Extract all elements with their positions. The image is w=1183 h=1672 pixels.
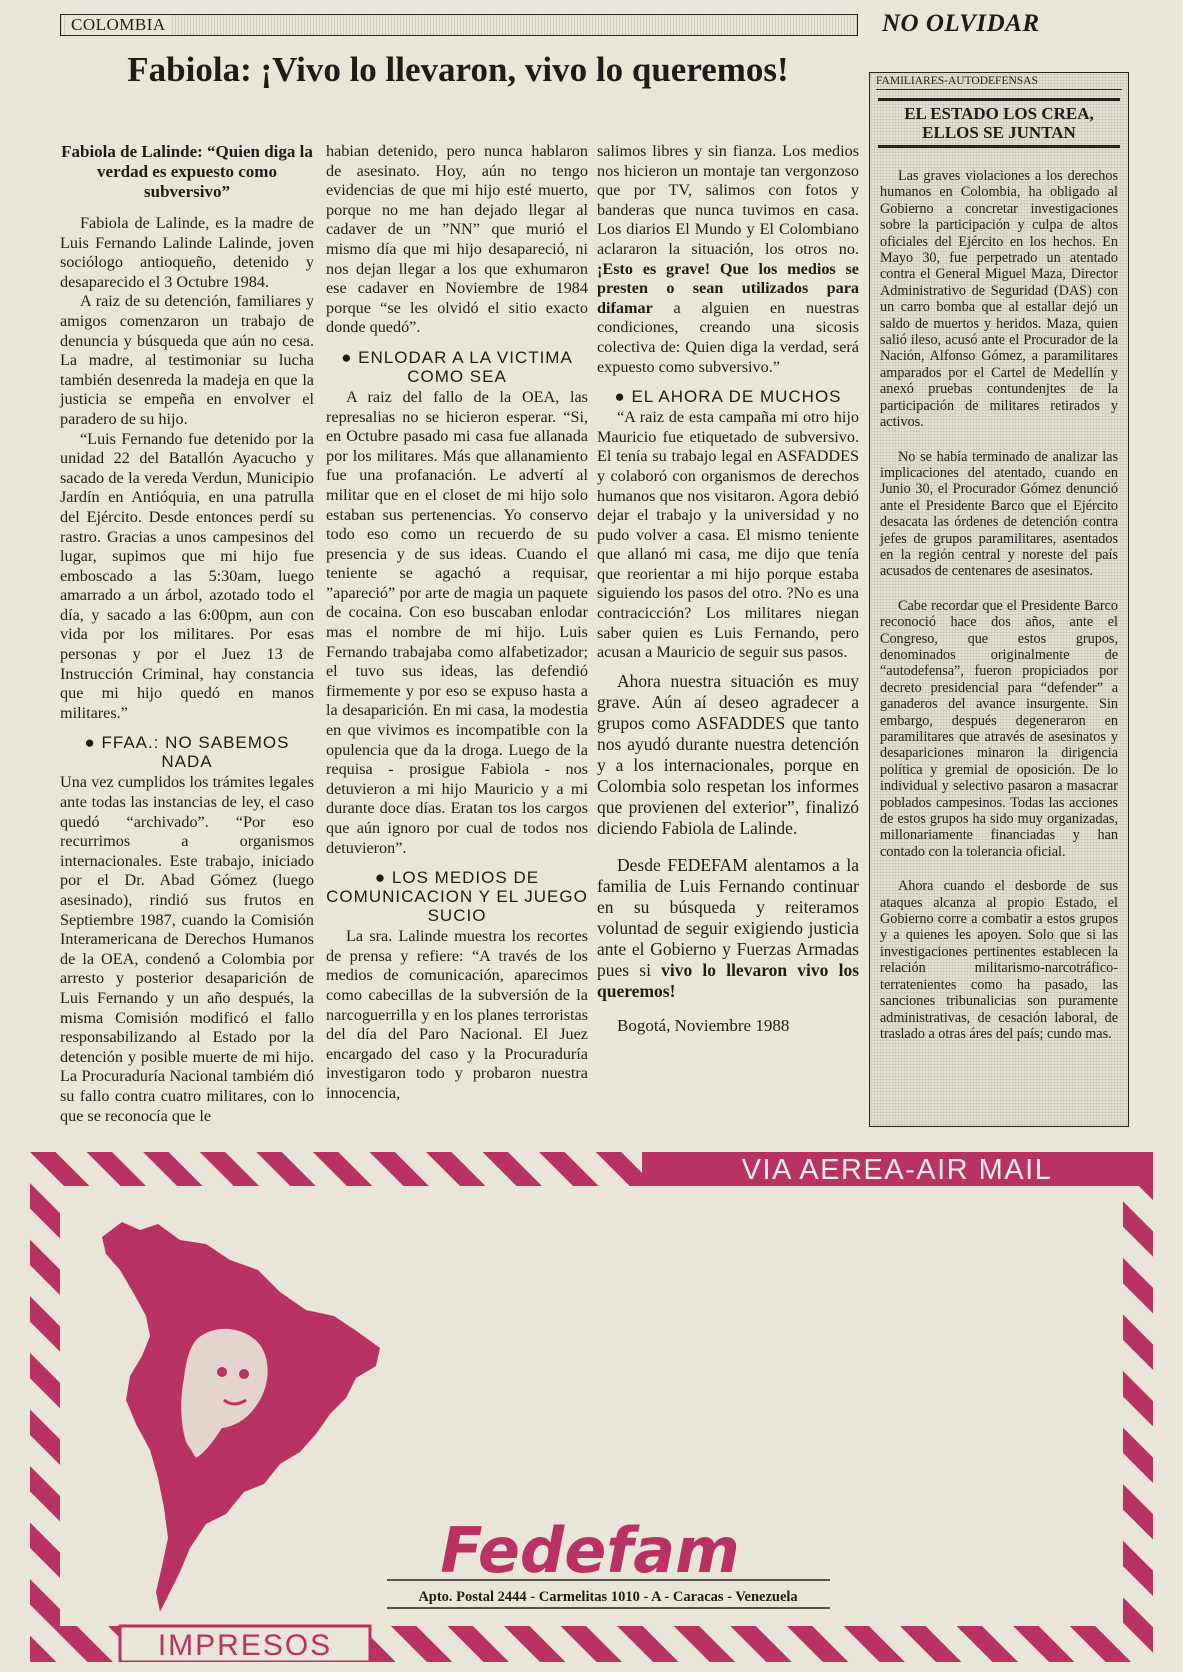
kicker-label: NO OLVIDAR bbox=[882, 10, 1040, 37]
emphasis-text: ¡Esto es grave! Que los medios se presten o sean utilizados para difamar bbox=[597, 259, 859, 317]
signoff: Bogotá, Noviembre 1988 bbox=[617, 1015, 790, 1035]
sidebar-tag: FAMILIARES-AUTODEFENSAS bbox=[876, 75, 1122, 90]
paragraph: La sra. Lalinde muestra los recortes de prensa y refiere: “A través de los medios de comunicación, aparecimos como cabecillas de la subversión de la narcoguerrilla y en los planes terroristas del día del Paro Nacional. El Juez encargado del caso y la Procuraduría investigaron todo y probaron nuestra innocencia, bbox=[326, 927, 588, 1102]
paragraph-text: salimos libres y sin fianza. Los medios nos hicieron un montaje tan vergonzoso que por TV, salimos con fotos y banderas que nunca tuvimos en casa. Los diarios El Mundo y El Colombiano aclararon la situación, los otros no. bbox=[597, 142, 859, 258]
section-heading: ● LOS MEDIOS DE COMUNICACION Y EL JUEGO SUCIO bbox=[326, 868, 588, 926]
paragraph-text: a alguien en nuestras condiciones, creando una sicosis colectiva de: Quien diga la verdad, será expuesto como subversivo.” bbox=[597, 298, 860, 376]
paragraph: “Luis Fernando fue detenido por la unidad 22 del Batallón Ayacucho y sacado de la vereda Verdun, Municipio Jardín en Antióquia, en una patrulla del Ejército. Desde entonces perdí su rastro. Gracias a unos campesinos del lugar, supimos que mi hijo fue emboscado a las 5:30am, luego amarrado a un árbol, azotado todo el día, y sacado a las 6:00pm, aun con vida por los militares. Por esas personas y por el Juez 13 de Instrucción Criminal, hay constancia que mi hijo quedó en manos militares.” bbox=[60, 429, 314, 722]
sidebar-box bbox=[869, 72, 1129, 1127]
paragraph: Ahora nuestra situación es muy grave. Aún aí deseo agradecer a grupos como ASFADDES que tanto nos ayudó durante nuestra detención y a los internacionales, porque en Colombia solo respetan los informes que provienen del exterior”, finalizó diciendo Fabiola de Lalinde. bbox=[597, 670, 859, 838]
section-bar bbox=[60, 14, 858, 36]
article-column-1 bbox=[60, 142, 314, 1126]
sidebar-body bbox=[880, 168, 1118, 1042]
fedefam-logo: Fedefam bbox=[440, 1514, 740, 1587]
mailer-envelope bbox=[30, 1152, 1153, 1662]
sidebar-paragraph: Las graves violaciones a los derechos humanos en Colombia, ha obligado al Gobierno a concretar investigaciones sobre la participación y culpa de altos oficiales del Ejército en los hechos. En Mayo 30, fue perpetrado un atentado contra el General Miguel Maza, Director Administrativo de Seguridad (DAS) con un carro bomba que al estallar dejó un saldo de muertos y heridos. Maza, quien salió ileso, acusó ante el Procurador de la Nación, Alfonso Gómez, a paramilitares amparados por el Cartel de Medellín y anexó pruebas contundenjtes de la participación de militares retirados y activos. bbox=[880, 168, 1118, 431]
paragraph: A raiz de su detención, familiares y amigos comenzaron un trabajo de denuncia y búsqueda que aún no cesa. La madre, al testimoniar su lucha también desenreda la madeja en que la justicia se empeña en envolver el paradero de su hijo. bbox=[60, 292, 314, 428]
sidebar-paragraph: Ahora cuando el desborde de sus ataques alcanza al propio Estado, el Gobierno corre a combatir a estos grupos y a quienes les apoyen. Solo que si las investigaciones pertinentes establecen la relación militarismo-narcotráfico-terratenientes como ha pasado, las sanciones tribunalicias son puramente administrativas, de cesación laboral, de traslado a otras áres del país; cundo mas. bbox=[880, 878, 1118, 1042]
section-heading: ● ENLODAR A LA VICTIMA COMO SEA bbox=[341, 347, 573, 386]
article-title: Fabiola: ¡Vivo lo llevaron, vivo lo queremos! bbox=[127, 50, 789, 89]
sidebar-paragraph: Cabe recordar que el Presidente Barco reconoció hace dos años, ante el Congreso, que estos grupos, denominados originalmente de “autodefensa”, fueron propiciados por decreto presidencial para “defender” a ganaderos del avance insurgente. Sin embargo, después degeneraron en paramilitares que através de asesinatos y desapariciones minaron la dirigencia política y gremial de oposición. De lo individual y selectivo pasaron a masacrar poblados campesinos. Todas las acciones de estos grupos ha sido muy organizadas, millonariamente financiadas y han contado con la tolerancia oficial. bbox=[880, 597, 1118, 860]
paragraph bbox=[597, 142, 859, 377]
paragraph: habian detenido, pero nunca hablaron de asesinato. Hoy, aún no tengo evidencias de que mi hijo esté muerto, porque no me han dejado llegar al cadaver de un ”NN” que murió el mismo día que mi hijo desapareció, ni nos dejan llegar a los que exhumaron ese cadaver en Noviembre de 1984 porque “se les olvidó el sitio exacto donde quedó”. bbox=[326, 142, 588, 337]
article-subheading: Fabiola de Lalinde: “Quien diga la verdad es expuesto como subversivo” bbox=[61, 142, 313, 201]
section-heading: ● EL AHORA DE MUCHOS bbox=[614, 387, 842, 407]
printed-matter-label: IMPRESOS bbox=[157, 1629, 333, 1662]
sidebar-paragraph: No se había terminado de analizar las implicaciones del atentado, cuando en Junio 30, el Procurador Gómez denunció ante el Presidente Barco que el Ejército desacata las órdenes de detención contra jefes de grupos paramilitares, asentados en la región central y noreste del país acusados de centenares de asesinatos. bbox=[880, 448, 1118, 580]
paragraph: Fabiola de Lalinde, es la madre de Luis Fernando Lalinde Lalinde, joven sociólogo antioqueño, detenido y desaparecido el 3 Octubre 1984. bbox=[60, 214, 314, 291]
emphasis-text: vivo lo llevaron vivo los queremos! bbox=[597, 959, 860, 1001]
paragraph: “A raiz de esta campaña mi otro hijo Mauricio fue etiquetado de subversivo. El tenía su trabajo legal en ASFADDES y colaboró con organismos de derechos humanos que nos visitaron. Agora debió dejar el trabajo y la universidad y no pudo volver a casa. El mismo teniente que allanó mi casa, me dijo que tenía que reorientar a mi hijo porque estaba siguiendo los pasos del otro. ?No es una contracicción? Los militares niegan saber quien es Luis Fernando, pero acusan a Mauricio de seguir sus pasos. bbox=[597, 408, 859, 662]
paragraph bbox=[597, 855, 859, 1002]
sidebar-title: EL ESTADO LOS CREA, ELLOS SE JUNTAN bbox=[878, 98, 1120, 148]
stripe-border-right bbox=[1123, 1186, 1153, 1626]
section-label: COLOMBIA bbox=[67, 15, 170, 35]
return-address: Apto. Postal 2444 - Carmelitas 1010 - A - Caracas - Venezuela bbox=[418, 1589, 798, 1605]
section-heading: ● FFAA.: NO SABEMOS NADA bbox=[84, 733, 290, 772]
stripe-border-left bbox=[30, 1186, 60, 1626]
paragraph: Una vez cumplidos los trámites legales ante todas las instancias de ley, el caso quedó “archivado”. “Por eso recurrimos a organismos internacionales. Este trabajo, iniciado por el Dr. Abad Gómez (luego asesinado), rindió sus frutos en Septiembre 1987, cuando la Comisión Interamericana de Derechos Humanos de la OEA, condenó a Colombia por arresto y posterior desaparición de Luis Fernando y un año después, la misma Comisión modificó el fallo responsabilizando al Estado por la detención y posible muerte de mi hijo. La Procuraduría Nacional tambiém dió su fallo contra cuatro militares, con lo que se reconocía que le bbox=[60, 773, 314, 1125]
airmail-label: VIA AEREA-AIR MAIL bbox=[741, 1154, 1053, 1186]
paragraph: A raiz del fallo de la OEA, las represalias no se hicieron esperar. “Si, en Octubre pasado mi casa fue allanada por los militares. Más que allanamiento fue una profanación. Le advertí al militar que en el closet de mi hijo solo estaban sus pertenencias. Yo conservo todo eso como un recuerdo de su presencia y de sus ideas. Cuando el teniente se agachó a requisar, ”apareció” por arte de magia un paquete de cocaina. Con eso buscaban enlodar mas el nombre de mi hijo. Luis Fernando trabajaba como alfabetizador; el tuvo sus ideas, las defendió firmemente y por eso se expuso hasta a la desaparición. En mi casa, la modestia en que vivimos es incompatible con la opulencia que da la droga. Luego de la requisa - prosigue Fabiola - nos detuvieron a mi hijo Mauricio y a mi durante doce días. Eratan tos los cargos que aún ignoro por cual de todos nos detuvieron”. bbox=[326, 387, 588, 857]
article-column-3 bbox=[597, 142, 859, 1035]
paragraph-text: Desde FEDEFAM alentamos a la familia de Luis Fernando continuar en su búsqueda y reiteramos voluntad de seguir exigiendo justicia ante el Gobierno y Fuerzas Armadas pues si bbox=[597, 854, 859, 980]
article-column-2 bbox=[326, 142, 588, 1104]
